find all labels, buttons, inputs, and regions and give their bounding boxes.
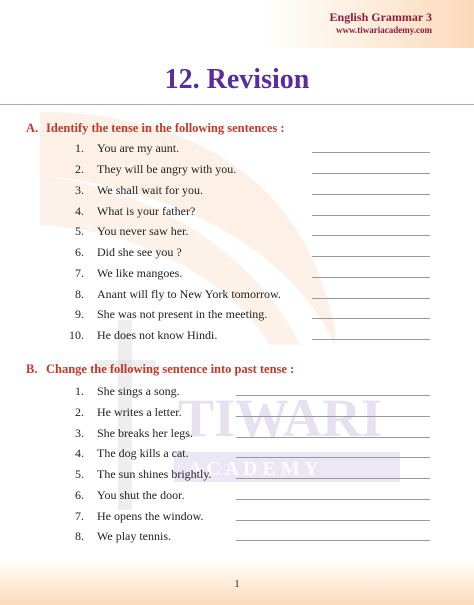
header-info [330, 10, 432, 36]
item-sentence: You shut the door. [97, 488, 185, 502]
item-number: 3. [75, 426, 84, 440]
answer-line[interactable] [312, 256, 430, 257]
item-number: 7. [75, 509, 84, 523]
answer-line[interactable] [236, 395, 430, 396]
section-a-letter: A. [26, 121, 39, 135]
list-item [56, 444, 436, 462]
list-item [56, 222, 436, 240]
item-number: 3. [75, 183, 84, 197]
item-sentence: We shall wait for you. [97, 183, 204, 197]
item-sentence: She was not present in the meeting. [97, 307, 268, 321]
answer-line[interactable] [236, 457, 430, 458]
item-number: 6. [75, 488, 84, 502]
answer-line[interactable] [312, 194, 430, 195]
item-sentence: She breaks her legs. [97, 426, 193, 440]
section-a-heading [26, 120, 285, 136]
list-item [56, 305, 436, 323]
answer-line[interactable] [312, 339, 430, 340]
item-sentence: What is your father? [97, 204, 196, 218]
answer-line[interactable] [236, 520, 430, 521]
list-item [56, 424, 436, 442]
item-sentence: Did she see you ? [97, 245, 182, 259]
item-number: 4. [75, 204, 84, 218]
website-url[interactable]: www.tiwariacademy.com [336, 25, 432, 35]
item-sentence: We like mangoes. [97, 266, 183, 280]
item-sentence: The dog kills a cat. [97, 446, 189, 460]
answer-line[interactable] [312, 298, 430, 299]
item-number: 2. [75, 162, 84, 176]
list-item [56, 181, 436, 199]
item-number: 7. [75, 266, 84, 280]
list-item [56, 202, 436, 220]
list-item [56, 326, 436, 344]
answer-line[interactable] [236, 478, 430, 479]
book-title: English Grammar 3 [329, 10, 432, 24]
item-sentence: She sings a song. [97, 384, 180, 398]
answer-line[interactable] [312, 215, 430, 216]
list-item [56, 527, 436, 545]
answer-line[interactable] [312, 173, 430, 174]
list-item [56, 403, 436, 421]
item-number: 9. [75, 307, 84, 321]
item-sentence: He writes a letter. [97, 405, 182, 419]
item-number: 5. [75, 224, 84, 238]
answer-line[interactable] [312, 152, 430, 153]
section-b-instruction: Change the following sentence into past tense : [46, 362, 295, 376]
list-item [56, 285, 436, 303]
watermark-word-academy: A C A D E M Y [188, 458, 319, 480]
item-number: 8. [75, 287, 84, 301]
section-a-instruction: Identify the tense in the following sentences : [46, 121, 285, 135]
answer-line[interactable] [312, 235, 430, 236]
answer-line[interactable] [236, 437, 430, 438]
list-item [56, 160, 436, 178]
list-item [56, 486, 436, 504]
title-divider [0, 104, 474, 105]
answer-line[interactable] [236, 499, 430, 500]
item-number: 1. [75, 141, 84, 155]
item-number: 6. [75, 245, 84, 259]
item-sentence: You are my aunt. [97, 141, 180, 155]
item-number: 10. [69, 328, 84, 342]
section-b-heading [26, 361, 294, 377]
watermark-word-tiwari: TIWARI [178, 388, 383, 448]
answer-line[interactable] [312, 277, 430, 278]
list-item [56, 139, 436, 157]
list-item [56, 507, 436, 525]
answer-line[interactable] [236, 540, 430, 541]
list-item [56, 382, 436, 400]
list-item [56, 243, 436, 261]
item-number: 8. [75, 529, 84, 543]
page-number: 1 [234, 578, 240, 590]
page-title: 12. Revision [164, 64, 310, 95]
item-number: 1. [75, 384, 84, 398]
section-b-letter: B. [26, 362, 38, 376]
item-sentence: Anant will fly to New York tomorrow. [97, 287, 281, 301]
item-number: 5. [75, 467, 84, 481]
item-sentence: You never saw her. [97, 224, 189, 238]
answer-line[interactable] [312, 318, 430, 319]
answer-line[interactable] [236, 416, 430, 417]
item-sentence: He does not know Hindi. [97, 328, 218, 342]
list-item [56, 465, 436, 483]
item-sentence: They will be angry with you. [97, 162, 237, 176]
item-sentence: He opens the window. [97, 509, 204, 523]
item-number: 2. [75, 405, 84, 419]
list-item [56, 264, 436, 282]
item-number: 4. [75, 446, 84, 460]
item-sentence: We play tennis. [97, 529, 172, 543]
item-sentence: The sun shines brightly. [97, 467, 212, 481]
